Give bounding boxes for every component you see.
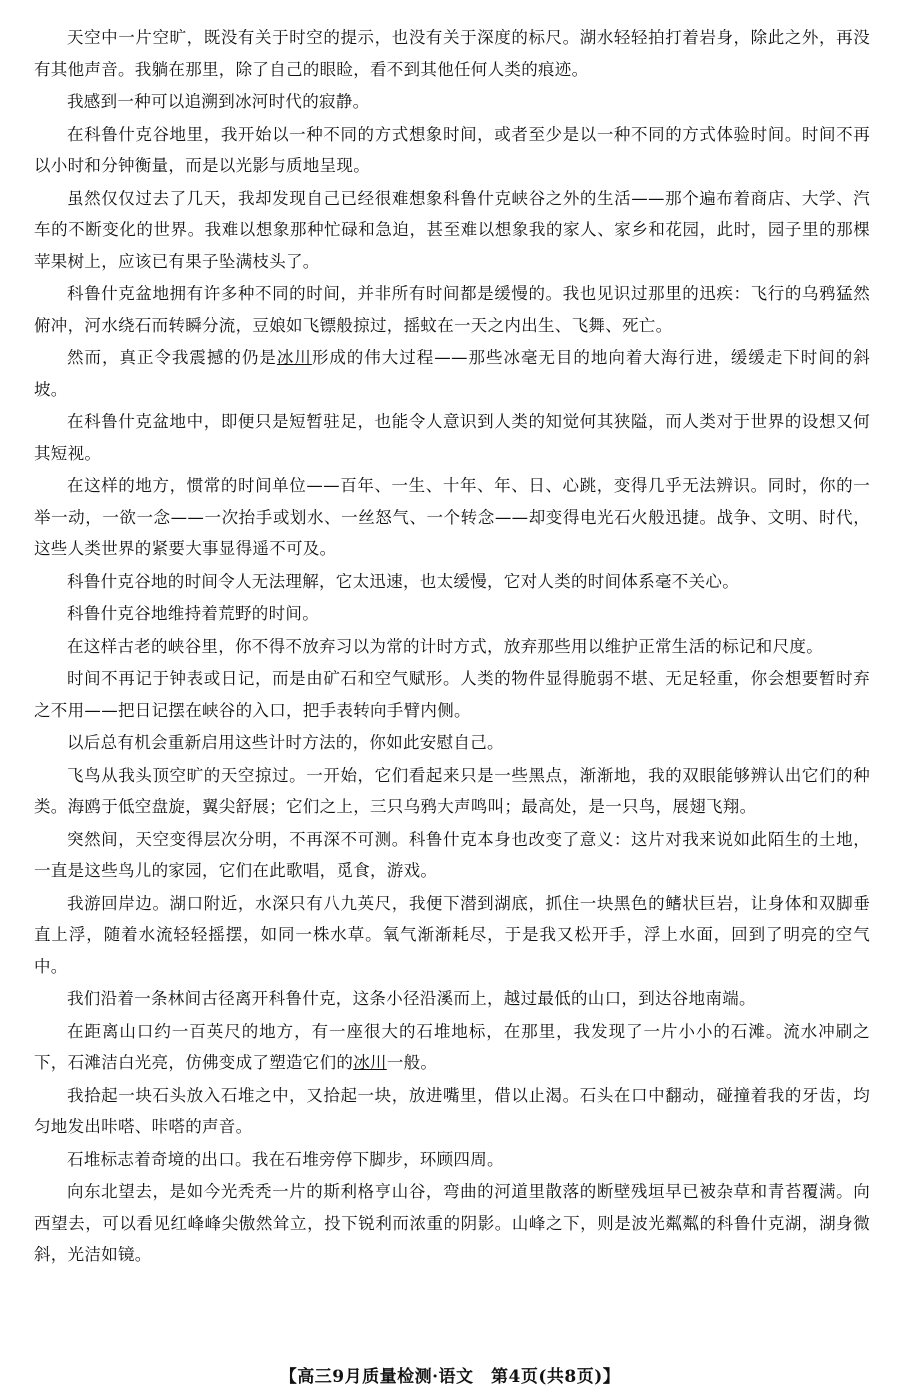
paragraph-2: 我感到一种可以追溯到冰河时代的寂静。 [67,92,370,111]
paragraph-11: 在这样古老的峡谷里，你不得不放弃习以为常的计时方式，放弃那些用以维护正常生活的标记和尺度。 [67,636,823,656]
paragraph-6-after: 形成的伟大过程——那些冰毫无目的地向着大海行进，缓缓走下时间的斜坡。 [34,348,870,399]
paragraph-21: 向东北望去，是如今光秃秃一片的斯利格亨山谷，弯曲的河道里散落的断壁残垣早已被杂草和青苔覆满。向西望去，可以看见红峰峰尖傲然耸立，投下锐利而浓重的阴影。山峰之下，则是波光粼粼的科鲁什克湖，湖身微斜，光洁如镜。 [34,1182,870,1264]
paragraph-10: 科鲁什克谷地维持着荒野的时间。 [67,604,319,623]
paragraph-20: 石堆标志着奇境的出口。我在石堆旁停下脚步，环顾四周。 [67,1149,504,1169]
page-footer: 【高三9月质量检测·语文 第4页(共8页)】 [279,1367,621,1387]
paragraph-5: 科鲁什克盆地拥有许多种不同的时间，并非所有时间都是缓慢的。我也见识过那里的迅疾：飞行的乌鸦猛然俯冲，河水绕石而转瞬分流，豆娘如飞镖般掠过，摇蚊在一天之内出生、飞舞、死亡。 [34,284,870,335]
paragraph-16: 我游回岸边。湖口附近，水深只有八九英尺，我便下潜到湖底，抓住一块黑色的鳍状巨岩，让身体和双脚垂直上浮，随着水流轻轻摇摆，如同一株水草。氧气渐渐耗尽，于是我又松开手，浮上水面，回到了明亮的空气中。 [34,893,870,976]
paragraph-4: 虽然仅仅过去了几天，我却发现自己已经很难想象科鲁什克峡谷之外的生活——那个遍布着商店、大学、汽车的不断变化的世界。我难以想象那种忙碌和急迫，甚至难以想象我的家人、家乡和花园，此时，园子里的那棵苹果树上，应该已有果子坠满枝头了。 [34,188,870,271]
paragraph-19: 我拾起一块石头放入石堆之中，又拾起一块，放进嘴里，借以止渴。石头在口中翻动，碰撞着我的牙齿，均匀地发出咔嗒、咔嗒的声音。 [34,1085,870,1136]
paragraph-6 [34,342,870,405]
paragraph-18 [34,1016,870,1079]
paragraph-13: 以后总有机会重新启用这些计时方法的，你如此安慰自己。 [67,733,504,752]
paragraph-1: 天空中一片空旷，既没有关于时空的提示，也没有关于深度的标尺。湖水轻轻拍打着岩身，除此之外，再没有其他声音。我躺在那里，除了自己的眼睑，看不到其他任何人类的痕迹。 [34,28,870,79]
paragraph-3: 在科鲁什克谷地里，我开始以一种不同的方式想象时间，或者至少是以一种不同的方式体验时间。时间不再以小时和分钟衡量，而是以光影与质地呈现。 [34,124,870,175]
paragraph-14: 飞鸟从我头顶空旷的天空掠过。一开始，它们看起来只是一些黑点，渐渐地，我的双眼能够辨认出它们的种类。海鸥于低空盘旋，翼尖舒展；它们之上，三只乌鸦大声鸣叫；最高处，是一只鸟，展翅飞翔。 [34,765,870,816]
glacier-underlined-2: 冰川 [353,1053,387,1072]
paragraph-15: 突然间，天空变得层次分明，不再深不可测。科鲁什克本身也改变了意义：这片对我来说如此陌生的土地，一直是这些鸟儿的家园，它们在此歌唱，觅食，游戏。 [34,829,870,880]
paragraph-17: 我们沿着一条林间古径离开科鲁什克，这条小径沿溪而上，越过最低的山口，到达谷地南端。 [67,989,756,1008]
article-body [34,22,870,1272]
paragraph-9: 科鲁什克谷地的时间令人无法理解，它太迅速，也太缓慢，它对人类的时间体系毫不关心。 [67,571,739,591]
glacier-underlined-1: 冰川 [276,348,312,367]
paragraph-7: 在科鲁什克盆地中，即便只是短暂驻足，也能令人意识到人类的知觉何其狭隘，而人类对于世界的设想又何其短视。 [34,412,870,463]
paragraph-12: 时间不再记于钟表或日记，而是由矿石和空气赋形。人类的物件显得脆弱不堪、无足轻重，你会想要暂时弃之不用——把日记摆在峡谷的入口，把手表转向手臂内侧。 [34,669,870,720]
paragraph-18-after: 一般。 [386,1053,438,1072]
paragraph-6-before: 然而，真正令我震撼的仍是 [67,348,277,367]
paragraph-8: 在这样的地方，惯常的时间单位——百年、一生、十年、年、日、心跳，变得几乎无法辨识。同时，你的一举一动，一欲一念——一次抬手或划水、一丝怒气、一个转念——却变得电光石火般迅捷。战争、文明、时代，这些人类世界的紧要大事显得遥不可及。 [34,476,870,558]
paragraph-18-before: 在距离山口约一百英尺的地方，有一座很大的石堆地标，在那里，我发现了一片小小的石滩。流水冲刷之下，石滩洁白光亮，仿佛变成了塑造它们的 [34,1021,870,1072]
